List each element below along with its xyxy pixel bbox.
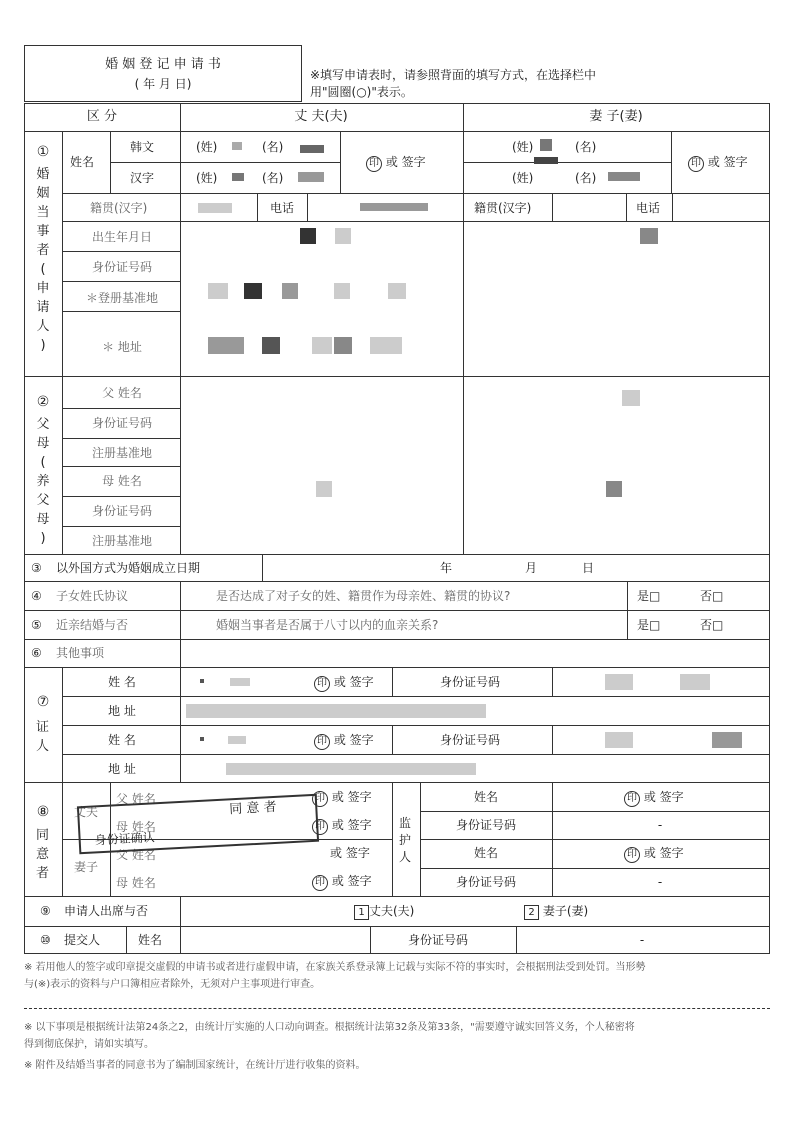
father-reg-label: 注册基准地 — [91, 446, 153, 460]
s8-wife: 妻子 — [74, 860, 99, 874]
name-label: 姓名 — [70, 155, 95, 169]
s9-num: ⑨ — [40, 904, 51, 918]
s3-month: 月 — [525, 561, 538, 575]
w-surname-hz: (姓) — [512, 171, 534, 185]
reg-label: ＊登册基准地 — [85, 291, 159, 305]
g2-id-dash: - — [657, 875, 663, 889]
s8-h-mother: 母 姓名 — [116, 820, 156, 834]
s3-label: 以外国方式为婚姻成立日期 — [56, 561, 201, 575]
g1-id-dash: - — [657, 818, 663, 832]
w1-name-label: 姓 名 — [108, 675, 136, 689]
g1-sign: 印 或 签字 — [624, 790, 684, 807]
g1-name-label: 姓名 — [473, 790, 499, 804]
s8-num: ⑧ — [36, 804, 50, 820]
s4-question: 是否达成了对子女的姓、籍贯作为母亲姓、籍贯的协议? — [216, 589, 511, 603]
s5-label: 近亲结婚与否 — [56, 618, 129, 632]
s9-opt1[interactable]: 1 丈夫(夫) — [354, 904, 414, 920]
s10-label: 提交人 — [64, 933, 101, 947]
col-husband: 丈 夫(夫) — [294, 109, 348, 124]
s10-id-label: 身份证号码 — [408, 933, 469, 947]
g2-sign: 印 或 签字 — [624, 846, 684, 863]
father-id-label: 身份证号码 — [91, 416, 153, 430]
w-phone-label: 电话 — [636, 201, 661, 215]
s8-w-mother: 母 姓名 — [116, 876, 156, 890]
stamp-text-2: 身份证确认 — [94, 830, 156, 848]
h-given-hz: (名) — [262, 171, 284, 185]
s1-num: ① — [36, 144, 50, 160]
s5-yes[interactable]: 是□ — [637, 618, 661, 632]
cut-line — [24, 1008, 770, 1009]
form-title: 婚 姻 登 记 申 请 书 — [105, 57, 221, 72]
h-hometown-label: 籍贯(汉字) — [90, 201, 148, 215]
s10-num: ⑩ — [40, 933, 51, 947]
s5-num: ⑤ — [31, 618, 42, 632]
s7-title: 证人 — [36, 720, 50, 754]
g2-name-label: 姓名 — [473, 846, 499, 860]
s9-opt2[interactable]: 2 妻子(妻) — [524, 904, 588, 920]
s4-yes[interactable]: 是□ — [637, 589, 661, 603]
s8-sign-2: 印 或 签字 — [312, 818, 372, 835]
mother-reg-label: 注册基准地 — [91, 534, 153, 548]
hanzi-label: 汉字 — [130, 171, 155, 185]
s8-sign-1: 印 或 签字 — [312, 790, 372, 807]
s2-num: ② — [36, 394, 50, 410]
s8-sign-4: 印 或 签字 — [312, 874, 372, 891]
footnote-4: 得到彻底保护，请如实填写。 — [24, 1039, 154, 1050]
w-sign: 印 或 签字 — [688, 155, 748, 172]
instructions: ※填写申请表时，请参照背面的填写方式，在选择栏中 — [310, 68, 597, 82]
w1-sign: 印 或 签字 — [314, 675, 374, 692]
instructions-2: 用"圆圈(○)"表示。 — [310, 85, 413, 99]
s5-no[interactable]: 否□ — [700, 618, 724, 632]
s7-num: ⑦ — [36, 694, 50, 710]
h-surname-ko: (姓) — [196, 140, 218, 154]
s1-title-chars: 婚 姻 当 事 者 ( 申 请 人 ) — [36, 167, 50, 353]
s2-title-chars: 父 母 ( 养 父 母 ) — [36, 417, 50, 546]
h-surname-hz: (姓) — [196, 171, 218, 185]
father-name-label: 父 姓名 — [102, 386, 142, 400]
s8-h-father: 父 姓名 — [116, 792, 156, 806]
s10-name-label: 姓名 — [138, 933, 163, 947]
addr-label: ＊ 地址 — [102, 340, 142, 354]
h-sign: 印 或 签字 — [366, 155, 426, 172]
title-box — [24, 45, 302, 102]
w2-id-label: 身份证号码 — [440, 733, 501, 747]
col-wife: 妻 子(妻) — [589, 109, 643, 124]
s3-num: ③ — [31, 561, 42, 575]
s4-num: ④ — [31, 589, 42, 603]
footnote-1: ※ 若用他人的签字或印章提交虚假的申请书或者进行虚假申请，在家族关系登录簿上记载与实际不符的事实时，会根据刑法受到处罚。当形勢 — [24, 962, 646, 973]
s3-year: 年 — [440, 561, 453, 575]
birth-label: 出生年月日 — [91, 230, 153, 244]
s5-question: 婚姻当事者是否属于八寸以内的血亲关系? — [216, 618, 439, 632]
s8-husband: 丈夫 — [74, 805, 99, 819]
mother-name-label: 母 姓名 — [102, 474, 142, 488]
h-phone-label: 电话 — [270, 201, 295, 215]
id-label: 身份证号码 — [91, 260, 153, 274]
w2-name-label: 姓 名 — [108, 733, 136, 747]
s9-label: 申请人出席与否 — [64, 904, 149, 918]
g1-id-label: 身份证号码 — [455, 818, 517, 832]
w2-addr-label: 地 址 — [108, 762, 136, 776]
date-line: ( 年 月 日) — [134, 77, 192, 91]
w2-sign: 印 或 签字 — [314, 733, 374, 750]
s8-title: 同意者 — [36, 828, 50, 881]
footnote-2: 与(※)表示的资料与户口簿相应者除外，无须对户主事项进行审查。 — [24, 979, 321, 990]
s4-no[interactable]: 否□ — [700, 589, 724, 603]
stamp-text: 同 意 者 — [228, 799, 277, 818]
w-given-hz: (名) — [575, 171, 597, 185]
guardian-title: 监护人 — [399, 816, 412, 864]
w-hometown-label: 籍贯(汉字) — [474, 201, 532, 215]
h-given-ko: (名) — [262, 140, 284, 154]
footnote-3: ※ 以下事项是根据统计法第24条之2，由统计厅实施的人口动向调查。根据统计法第32条及第33条，"需要遵守诚实回答义务，个人秘密将 — [24, 1022, 635, 1033]
g2-id-label: 身份证号码 — [455, 875, 517, 889]
mother-id-label: 身份证号码 — [91, 504, 153, 518]
s3-day: 日 — [582, 561, 595, 575]
footnote-5: ※ 附件及结婚当事者的同意书为了编制国家统计，在统计厅进行收集的资料。 — [24, 1060, 366, 1071]
korean-label: 韩文 — [130, 140, 155, 154]
s10-id-dash: - — [639, 933, 645, 947]
w-surname-ko: (姓) — [512, 140, 534, 154]
col-category: 区 分 — [86, 109, 118, 124]
s6-label: 其他事项 — [56, 646, 105, 660]
s8-w-father: 父 姓名 — [116, 848, 156, 862]
w-given-ko: (名) — [575, 140, 597, 154]
s8-sign-3: 或 签字 — [330, 846, 370, 860]
w1-id-label: 身份证号码 — [440, 675, 501, 689]
s6-num: ⑥ — [31, 646, 42, 660]
s4-label: 子女姓氏协议 — [56, 589, 129, 603]
w1-addr-label: 地 址 — [108, 704, 136, 718]
